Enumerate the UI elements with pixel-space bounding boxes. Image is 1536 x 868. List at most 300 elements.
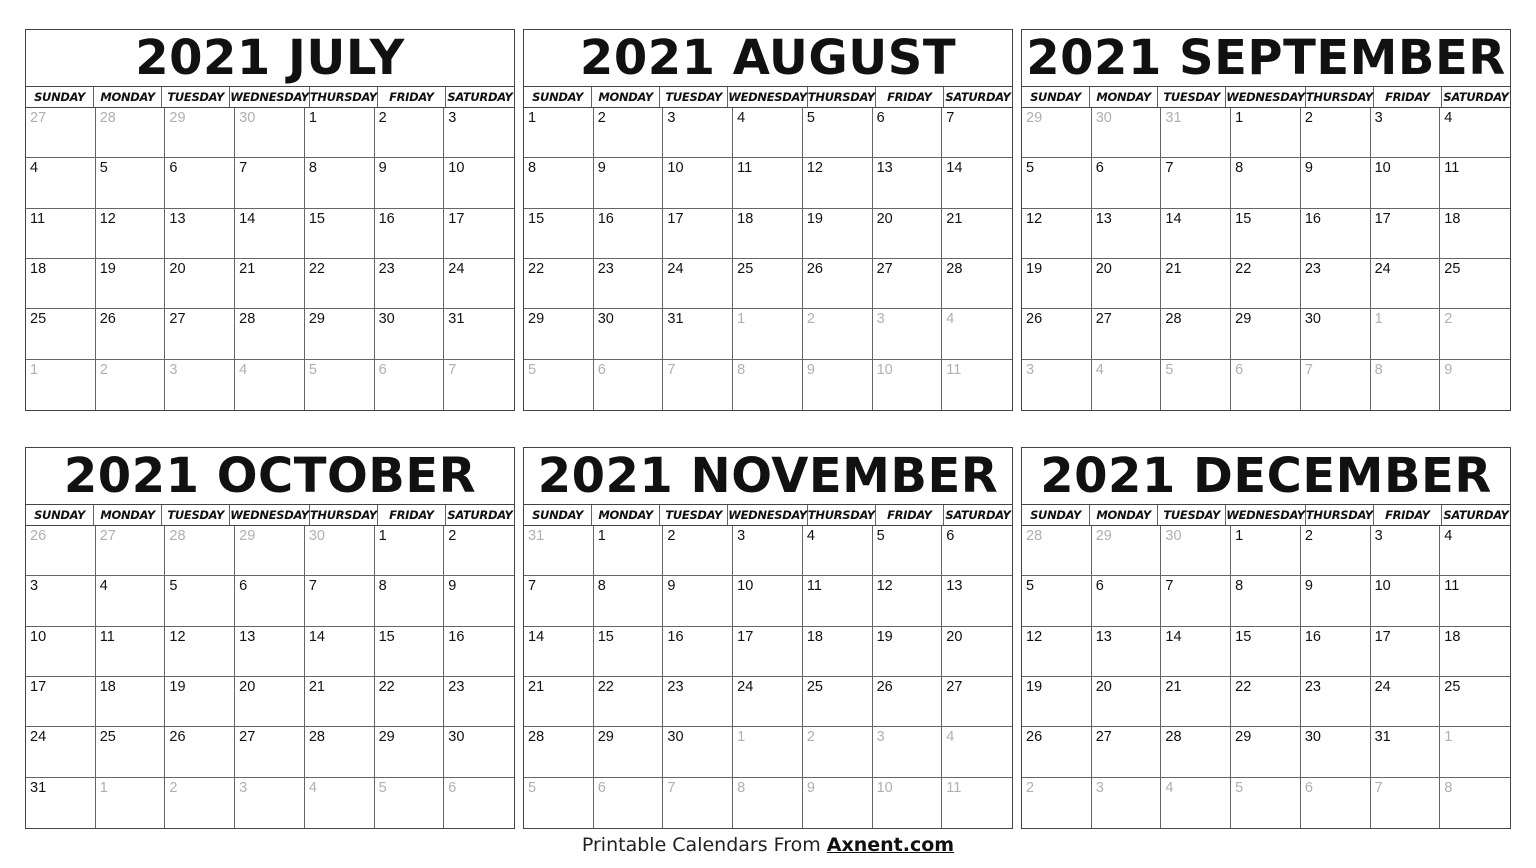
day-cell: 8 xyxy=(524,158,594,208)
adjacent-day-cell: 1 xyxy=(1371,309,1441,359)
day-cell: 23 xyxy=(1301,259,1371,309)
day-cell: 16 xyxy=(1301,209,1371,259)
day-cell: 26 xyxy=(1022,309,1092,359)
day-cell: 5 xyxy=(96,158,166,208)
day-cell: 4 xyxy=(26,158,96,208)
weekday-label: TUESDAY xyxy=(162,87,230,107)
adjacent-day-cell: 28 xyxy=(1022,526,1092,576)
day-cell: 17 xyxy=(26,677,96,727)
day-cell: 26 xyxy=(1022,727,1092,777)
day-cell: 20 xyxy=(165,259,235,309)
day-cell: 19 xyxy=(1022,259,1092,309)
adjacent-day-cell: 4 xyxy=(1161,778,1231,828)
weekday-label: SATURDAY xyxy=(945,90,1011,104)
day-cell: 2 xyxy=(444,526,514,576)
day-cell: 19 xyxy=(873,627,943,677)
day-cell: 18 xyxy=(96,677,166,727)
day-cell: 17 xyxy=(663,209,733,259)
day-cell: 20 xyxy=(1092,677,1162,727)
day-cell: 6 xyxy=(1092,576,1162,626)
day-cell: 3 xyxy=(733,526,803,576)
day-cell: 9 xyxy=(1301,158,1371,208)
day-cell: 12 xyxy=(1022,209,1092,259)
weekday-label: FRIDAY xyxy=(1374,505,1442,525)
day-cell: 29 xyxy=(524,309,594,359)
day-cell: 23 xyxy=(1301,677,1371,727)
day-cell: 29 xyxy=(1231,727,1301,777)
weekday-label: MONDAY xyxy=(592,505,660,525)
adjacent-day-cell: 1 xyxy=(733,727,803,777)
day-cell: 21 xyxy=(1161,259,1231,309)
day-cell: 3 xyxy=(663,108,733,158)
day-cell: 26 xyxy=(165,727,235,777)
adjacent-day-cell: 4 xyxy=(1092,360,1162,410)
weekday-header xyxy=(524,505,1012,526)
day-cell: 2 xyxy=(375,108,445,158)
day-cell: 13 xyxy=(1092,209,1162,259)
adjacent-day-cell: 5 xyxy=(524,778,594,828)
day-cell: 14 xyxy=(1161,627,1231,677)
adjacent-day-cell: 3 xyxy=(1022,360,1092,410)
calendar-september xyxy=(1021,29,1511,411)
weekday-label: FRIDAY xyxy=(876,505,944,525)
day-cell: 1 xyxy=(524,108,594,158)
day-cell: 13 xyxy=(942,576,1012,626)
day-cell: 24 xyxy=(1371,259,1441,309)
day-cell: 3 xyxy=(444,108,514,158)
day-cell: 18 xyxy=(26,259,96,309)
day-cell: 24 xyxy=(663,259,733,309)
day-cell: 3 xyxy=(1371,526,1441,576)
adjacent-day-cell: 7 xyxy=(1371,778,1441,828)
weekday-header xyxy=(26,505,514,526)
weekday-label: FRIDAY xyxy=(378,505,446,525)
day-cell: 4 xyxy=(803,526,873,576)
month-title: 2021 NOVEMBER xyxy=(524,448,1012,505)
day-cell: 7 xyxy=(1161,158,1231,208)
day-cell: 11 xyxy=(96,627,166,677)
month-title: 2021 JULY xyxy=(26,30,514,87)
adjacent-day-cell: 1 xyxy=(1440,727,1510,777)
day-cell: 29 xyxy=(1231,309,1301,359)
adjacent-day-cell: 29 xyxy=(165,108,235,158)
day-cell: 9 xyxy=(1301,576,1371,626)
day-cell: 15 xyxy=(524,209,594,259)
day-cell: 10 xyxy=(1371,158,1441,208)
day-cell: 9 xyxy=(444,576,514,626)
day-cell: 18 xyxy=(733,209,803,259)
adjacent-day-cell: 8 xyxy=(733,778,803,828)
day-cell: 7 xyxy=(235,158,305,208)
weekday-label: WEDNESDAY xyxy=(728,505,808,525)
weekday-label: FRIDAY xyxy=(1374,87,1442,107)
day-cell: 24 xyxy=(444,259,514,309)
day-cell: 12 xyxy=(165,627,235,677)
day-cell: 8 xyxy=(375,576,445,626)
weekday-label: SATURDAY xyxy=(447,508,513,522)
day-cell: 25 xyxy=(96,727,166,777)
adjacent-day-cell: 27 xyxy=(26,108,96,158)
weekday-label: SATURDAY xyxy=(945,508,1011,522)
day-cell: 2 xyxy=(663,526,733,576)
adjacent-day-cell: 2 xyxy=(803,309,873,359)
day-cell: 28 xyxy=(524,727,594,777)
weekday-label: SATURDAY xyxy=(1443,508,1509,522)
day-cell: 8 xyxy=(1231,158,1301,208)
day-cell: 23 xyxy=(594,259,664,309)
day-cell: 30 xyxy=(1301,727,1371,777)
weekday-label: TUESDAY xyxy=(162,505,230,525)
day-cell: 22 xyxy=(524,259,594,309)
day-cell: 30 xyxy=(375,309,445,359)
day-cell: 14 xyxy=(1161,209,1231,259)
adjacent-day-cell: 5 xyxy=(524,360,594,410)
calendar-december xyxy=(1021,447,1511,829)
adjacent-day-cell: 9 xyxy=(803,778,873,828)
day-cell: 28 xyxy=(1161,309,1231,359)
day-cell: 11 xyxy=(1440,576,1510,626)
day-cell: 28 xyxy=(1161,727,1231,777)
day-cell: 5 xyxy=(1022,158,1092,208)
adjacent-day-cell: 2 xyxy=(803,727,873,777)
month-title: 2021 AUGUST xyxy=(524,30,1012,87)
adjacent-day-cell: 6 xyxy=(594,360,664,410)
day-cell: 19 xyxy=(803,209,873,259)
adjacent-day-cell: 31 xyxy=(1161,108,1231,158)
day-cell: 30 xyxy=(663,727,733,777)
weekday-label: WEDNESDAY xyxy=(1226,505,1306,525)
adjacent-day-cell: 7 xyxy=(663,778,733,828)
day-cell: 14 xyxy=(524,627,594,677)
day-cell: 5 xyxy=(873,526,943,576)
day-cell: 9 xyxy=(375,158,445,208)
day-cell: 20 xyxy=(1092,259,1162,309)
day-cell: 29 xyxy=(305,309,375,359)
weekday-label: MONDAY xyxy=(94,87,162,107)
day-cell: 29 xyxy=(375,727,445,777)
month-title: 2021 SEPTEMBER xyxy=(1022,30,1510,87)
adjacent-day-cell: 1 xyxy=(26,360,96,410)
day-cell: 26 xyxy=(803,259,873,309)
adjacent-day-cell: 4 xyxy=(942,309,1012,359)
day-cell: 21 xyxy=(235,259,305,309)
day-cell: 15 xyxy=(375,627,445,677)
day-cell: 25 xyxy=(803,677,873,727)
day-cell: 16 xyxy=(375,209,445,259)
day-cell: 5 xyxy=(1022,576,1092,626)
day-cell: 30 xyxy=(1301,309,1371,359)
weekday-label: SUNDAY xyxy=(1022,505,1090,525)
weekday-label: MONDAY xyxy=(592,87,660,107)
adjacent-day-cell: 5 xyxy=(375,778,445,828)
day-cell: 7 xyxy=(305,576,375,626)
day-cell: 20 xyxy=(235,677,305,727)
day-cell: 22 xyxy=(594,677,664,727)
adjacent-day-cell: 28 xyxy=(96,108,166,158)
day-cell: 11 xyxy=(803,576,873,626)
weekday-label: THURSDAY xyxy=(1306,87,1374,107)
day-cell: 14 xyxy=(305,627,375,677)
weekday-label: SUNDAY xyxy=(26,87,94,107)
adjacent-day-cell: 8 xyxy=(733,360,803,410)
day-cell: 15 xyxy=(1231,627,1301,677)
weekday-label: TUESDAY xyxy=(660,87,728,107)
footer-link[interactable]: Axnent.com xyxy=(826,834,955,856)
day-cell: 9 xyxy=(594,158,664,208)
day-cell: 1 xyxy=(594,526,664,576)
adjacent-day-cell: 3 xyxy=(165,360,235,410)
day-cell: 27 xyxy=(235,727,305,777)
adjacent-day-cell: 9 xyxy=(1444,361,1453,378)
day-cell: 19 xyxy=(1022,677,1092,727)
month-title: 2021 DECEMBER xyxy=(1022,448,1510,505)
day-cell: 27 xyxy=(165,309,235,359)
weekday-label: WEDNESDAY xyxy=(230,87,310,107)
day-cell: 12 xyxy=(873,576,943,626)
weekday-label: THURSDAY xyxy=(310,87,378,107)
day-cell: 23 xyxy=(663,677,733,727)
day-cell: 11 xyxy=(26,209,96,259)
calendar-october xyxy=(25,447,515,829)
adjacent-day-cell: 4 xyxy=(305,778,375,828)
adjacent-day-cell: 4 xyxy=(942,727,1012,777)
day-cell: 7 xyxy=(1161,576,1231,626)
adjacent-day-cell: 7 xyxy=(663,360,733,410)
adjacent-day-cell: 6 xyxy=(375,360,445,410)
day-grid xyxy=(26,526,514,828)
day-cell: 4 xyxy=(1440,108,1510,158)
adjacent-day-cell: 2 xyxy=(165,778,235,828)
day-cell: 15 xyxy=(1231,209,1301,259)
day-cell: 26 xyxy=(96,309,166,359)
calendar-august xyxy=(523,29,1013,411)
day-cell: 5 xyxy=(165,576,235,626)
day-cell: 31 xyxy=(444,309,514,359)
day-cell: 24 xyxy=(1371,677,1441,727)
day-cell: 6 xyxy=(165,158,235,208)
adjacent-day-cell: 7 xyxy=(1301,360,1371,410)
day-cell: 11 xyxy=(1440,158,1510,208)
weekday-label: THURSDAY xyxy=(1306,505,1374,525)
day-cell: 17 xyxy=(444,209,514,259)
day-cell: 3 xyxy=(26,576,96,626)
weekday-header xyxy=(26,87,514,108)
day-cell: 23 xyxy=(375,259,445,309)
weekday-label: THURSDAY xyxy=(808,505,876,525)
day-cell: 6 xyxy=(1092,158,1162,208)
adjacent-day-cell: 3 xyxy=(873,727,943,777)
day-grid xyxy=(1022,526,1510,828)
day-cell: 21 xyxy=(524,677,594,727)
day-cell: 25 xyxy=(1440,677,1510,727)
calendar-july xyxy=(25,29,515,411)
day-cell: 8 xyxy=(1231,576,1301,626)
day-grid xyxy=(524,108,1012,410)
day-cell: 17 xyxy=(1371,209,1441,259)
adjacent-day-cell: 8 xyxy=(1444,779,1453,796)
weekday-label: MONDAY xyxy=(1090,87,1158,107)
day-cell: 1 xyxy=(1231,526,1301,576)
adjacent-day-cell: 30 xyxy=(305,526,375,576)
day-cell: 21 xyxy=(942,209,1012,259)
day-cell: 17 xyxy=(1371,627,1441,677)
day-cell: 20 xyxy=(873,209,943,259)
adjacent-day-cell: 6 xyxy=(594,778,664,828)
weekday-header xyxy=(1022,505,1510,526)
day-cell: 16 xyxy=(444,627,514,677)
day-cell: 13 xyxy=(1092,627,1162,677)
calendar-november xyxy=(523,447,1013,829)
adjacent-day-cell: 9 xyxy=(803,360,873,410)
day-cell: 10 xyxy=(444,158,514,208)
day-cell: 10 xyxy=(733,576,803,626)
day-grid xyxy=(524,526,1012,828)
weekday-header xyxy=(524,87,1012,108)
day-cell: 18 xyxy=(1440,627,1510,677)
day-cell: 28 xyxy=(305,727,375,777)
adjacent-day-cell: 28 xyxy=(165,526,235,576)
day-cell: 10 xyxy=(26,627,96,677)
adjacent-day-cell: 29 xyxy=(1092,526,1162,576)
day-cell: 22 xyxy=(375,677,445,727)
weekday-label: WEDNESDAY xyxy=(230,505,310,525)
day-cell: 30 xyxy=(594,309,664,359)
adjacent-day-cell: 29 xyxy=(235,526,305,576)
day-cell: 12 xyxy=(1022,627,1092,677)
day-cell: 15 xyxy=(305,209,375,259)
day-cell: 22 xyxy=(305,259,375,309)
day-cell: 2 xyxy=(1301,108,1371,158)
day-cell: 12 xyxy=(803,158,873,208)
adjacent-day-cell: 10 xyxy=(873,778,943,828)
day-cell: 2 xyxy=(1301,526,1371,576)
day-cell: 1 xyxy=(375,526,445,576)
day-cell: 28 xyxy=(235,309,305,359)
day-cell: 1 xyxy=(305,108,375,158)
weekday-header xyxy=(1022,87,1510,108)
day-cell: 23 xyxy=(444,677,514,727)
day-cell: 6 xyxy=(235,576,305,626)
day-cell: 24 xyxy=(26,727,96,777)
day-cell: 30 xyxy=(444,727,514,777)
adjacent-day-cell: 29 xyxy=(1022,108,1092,158)
adjacent-day-cell: 3 xyxy=(873,309,943,359)
adjacent-day-cell: 8 xyxy=(1371,360,1441,410)
adjacent-day-cell: 30 xyxy=(1092,108,1162,158)
day-cell: 3 xyxy=(1371,108,1441,158)
day-cell: 27 xyxy=(942,677,1012,727)
day-grid xyxy=(26,108,514,410)
adjacent-day-cell: 26 xyxy=(26,526,96,576)
day-cell: 27 xyxy=(1092,727,1162,777)
day-cell: 31 xyxy=(1371,727,1441,777)
day-cell: 31 xyxy=(663,309,733,359)
adjacent-day-cell: 31 xyxy=(524,526,594,576)
adjacent-day-cell: 5 xyxy=(1231,778,1301,828)
footer xyxy=(0,834,1536,856)
day-cell: 14 xyxy=(942,158,1012,208)
day-cell: 19 xyxy=(165,677,235,727)
weekday-label: MONDAY xyxy=(1090,505,1158,525)
day-cell: 20 xyxy=(942,627,1012,677)
day-cell: 5 xyxy=(803,108,873,158)
day-cell: 16 xyxy=(1301,627,1371,677)
day-cell: 13 xyxy=(873,158,943,208)
weekday-label: TUESDAY xyxy=(1158,87,1226,107)
day-cell: 25 xyxy=(26,309,96,359)
weekday-label: THURSDAY xyxy=(310,505,378,525)
adjacent-day-cell: 2 xyxy=(1440,309,1510,359)
weekday-label: SUNDAY xyxy=(524,87,592,107)
day-cell: 22 xyxy=(1231,677,1301,727)
day-cell: 16 xyxy=(663,627,733,677)
adjacent-day-cell: 10 xyxy=(873,360,943,410)
adjacent-day-cell: 11 xyxy=(946,361,962,378)
day-cell: 17 xyxy=(733,627,803,677)
weekday-label: THURSDAY xyxy=(808,87,876,107)
adjacent-day-cell: 3 xyxy=(1092,778,1162,828)
adjacent-day-cell: 7 xyxy=(448,361,457,378)
weekday-label: SUNDAY xyxy=(26,505,94,525)
day-cell: 18 xyxy=(1440,209,1510,259)
day-cell: 28 xyxy=(942,259,1012,309)
weekday-label: SUNDAY xyxy=(1022,87,1090,107)
adjacent-day-cell: 27 xyxy=(96,526,166,576)
day-cell: 15 xyxy=(594,627,664,677)
month-title: 2021 OCTOBER xyxy=(26,448,514,505)
adjacent-day-cell: 5 xyxy=(1161,360,1231,410)
day-cell: 25 xyxy=(1440,259,1510,309)
weekday-label: FRIDAY xyxy=(378,87,446,107)
day-cell: 29 xyxy=(594,727,664,777)
day-cell: 13 xyxy=(235,627,305,677)
day-cell: 10 xyxy=(1371,576,1441,626)
adjacent-day-cell: 6 xyxy=(1231,360,1301,410)
adjacent-day-cell: 3 xyxy=(235,778,305,828)
adjacent-day-cell: 30 xyxy=(1161,526,1231,576)
day-cell: 14 xyxy=(235,209,305,259)
day-cell: 21 xyxy=(1161,677,1231,727)
day-cell: 19 xyxy=(96,259,166,309)
day-cell: 9 xyxy=(663,576,733,626)
day-cell: 27 xyxy=(1092,309,1162,359)
weekday-label: SATURDAY xyxy=(447,90,513,104)
day-cell: 12 xyxy=(96,209,166,259)
adjacent-day-cell: 1 xyxy=(733,309,803,359)
day-cell: 18 xyxy=(803,627,873,677)
weekday-label: SUNDAY xyxy=(524,505,592,525)
adjacent-day-cell: 11 xyxy=(946,779,962,796)
day-cell: 16 xyxy=(594,209,664,259)
weekday-label: FRIDAY xyxy=(876,87,944,107)
adjacent-day-cell: 2 xyxy=(1022,778,1092,828)
adjacent-day-cell: 4 xyxy=(235,360,305,410)
day-cell: 11 xyxy=(733,158,803,208)
day-cell: 21 xyxy=(305,677,375,727)
day-cell: 4 xyxy=(1440,526,1510,576)
day-cell: 27 xyxy=(873,259,943,309)
day-cell: 13 xyxy=(165,209,235,259)
day-cell: 4 xyxy=(733,108,803,158)
adjacent-day-cell: 6 xyxy=(448,779,457,796)
weekday-label: TUESDAY xyxy=(1158,505,1226,525)
day-cell: 31 xyxy=(26,778,96,828)
footer-text: Printable Calendars From xyxy=(581,834,827,856)
weekday-label: WEDNESDAY xyxy=(1226,87,1306,107)
day-cell: 7 xyxy=(524,576,594,626)
weekday-label: WEDNESDAY xyxy=(728,87,808,107)
day-cell: 2 xyxy=(594,108,664,158)
